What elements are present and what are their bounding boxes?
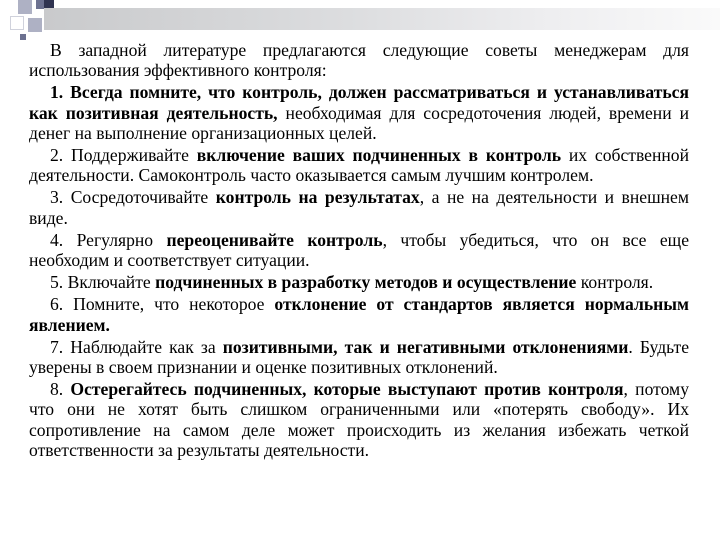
text-run: 3. Сосредоточивайте <box>50 187 216 208</box>
text-run: необходимая для сосредоточения людей, времени и денег на выполнение организационных целей. <box>29 102 690 143</box>
advice-item-5 <box>29 272 689 292</box>
gradient-band <box>44 8 720 30</box>
advice-item-3 <box>29 187 689 227</box>
text-run: 6. Помните, что некоторое <box>50 294 275 315</box>
intro-paragraph: В западной литературе предлагаются следующие советы менеджерам для использования эффективного контроля: <box>29 40 689 81</box>
text-run: 8. <box>50 379 71 400</box>
bold-text: Остерегайтесь подчиненных, которые выступают против контроля <box>70 379 624 400</box>
bold-text: переоценивайте контроль <box>166 229 383 250</box>
text-run: 7. Наблюдайте как за <box>50 336 223 357</box>
deco-square-mid-lower <box>20 34 26 40</box>
advice-item-2 <box>29 145 689 185</box>
text-run: 2. Поддерживайте <box>50 145 197 166</box>
slide-body <box>29 40 689 462</box>
advice-item-4 <box>29 230 689 270</box>
bold-text: отклонение от стандартов является нормальным явлением. <box>29 294 690 335</box>
deco-square-white <box>10 16 24 30</box>
text-run: 4. Регулярно <box>50 229 167 250</box>
deco-square-light <box>18 0 32 14</box>
text-run: их собственной деятельности. Самоконтроль часто оказывается самым лучшим контролем. <box>29 145 690 186</box>
bold-text: включение ваших подчиненных в контроль <box>196 145 562 166</box>
bold-text: подчиненных в разработку методов и осуществление <box>155 272 577 293</box>
advice-list <box>29 82 689 460</box>
text-run: контроля. <box>576 272 654 293</box>
bold-text: позитивными, так и негативными отклонениями <box>222 336 629 357</box>
text-run: , а не на деятельности и внешнем виде. <box>29 187 689 228</box>
advice-item-8 <box>29 379 689 460</box>
bold-text: 1. Всегда помните, что контроль, должен рассматриваться и устанавливаться как позитивная деятельность, <box>29 82 689 123</box>
text-run: . Будьте уверены в своем признании и оценке позитивных отклонений. <box>29 336 690 378</box>
bold-text: контроль на результатах <box>215 187 420 208</box>
advice-item-6 <box>29 294 689 334</box>
text-run: , потому что они не хотят быть слишком ограниченными или «потерять свободу». Их сопротивление на самом деле может происходить из желания избежать четкой ответственности за результаты деятельности. <box>29 379 689 460</box>
advice-item-1 <box>29 82 689 143</box>
deco-square-light-lower <box>28 18 42 32</box>
text-run: , чтобы убедиться, что он все еще необходим и соответствует ситуации. <box>29 229 690 271</box>
text-run: 5. Включайте <box>50 272 156 293</box>
advice-item-7 <box>29 337 689 377</box>
